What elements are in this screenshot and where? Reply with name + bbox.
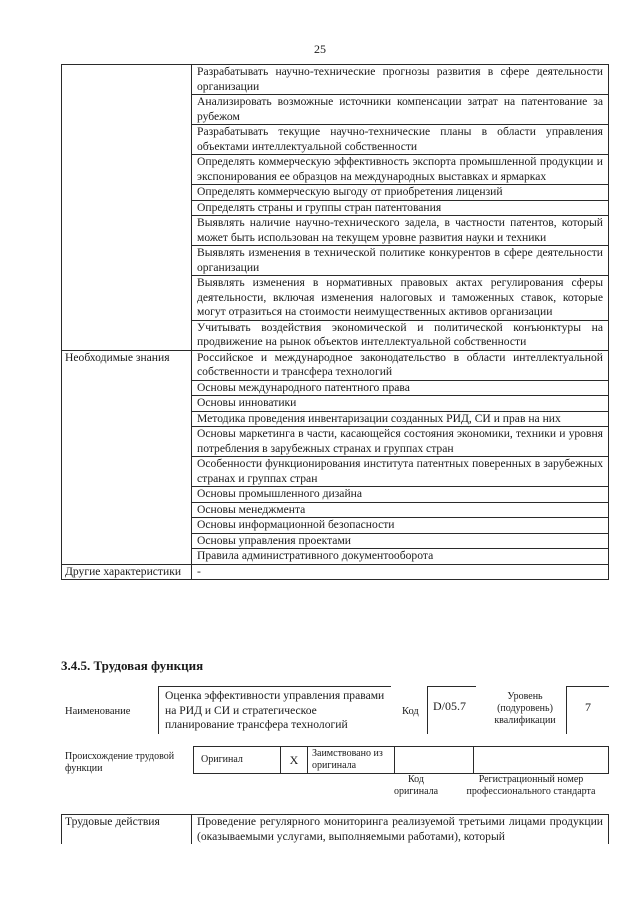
section-title: 3.4.5. Трудовая функция <box>61 658 204 673</box>
borrowed-label-cell: Заимствовано из оригинала <box>308 747 395 774</box>
actions-label: Трудовые действия <box>62 815 192 845</box>
knowledge-text: Правила административного документооборота <box>192 549 609 565</box>
other-value: - <box>192 564 609 580</box>
name-label: Наименование <box>65 706 131 717</box>
reg-number-cell <box>474 747 609 774</box>
function-name-box: Оценка эффективности управления правами на РИД и СИ и стратегическое планирование трансфера технологий <box>158 686 391 734</box>
skill-text: Выявлять наличие научно-технического задела, в частности патентов, который может быть использован на текущем уровне развития науки и техники <box>192 216 609 246</box>
reg-number-label: Регистрационный номер профессионального стандарта <box>466 774 596 797</box>
knowledge-label: Необходимые знания <box>62 350 192 564</box>
knowledge-text: Основы промышленного дизайна <box>192 487 609 503</box>
skill-text: Учитывать воздействия экономической и политической конъюнктуры на продвижение на рынок объектов интеллектуальной собственности <box>192 320 609 350</box>
skill-text: Выявлять изменения в технической политике конкурентов в сфере деятельности организации <box>192 246 609 276</box>
actions-table <box>61 814 609 844</box>
original-label-cell: Оригинал <box>194 747 281 774</box>
original-mark-cell: X <box>281 747 308 774</box>
skills-label-cell <box>62 65 192 351</box>
skill-text: Определять коммерческую эффективность экспорта промышленной продукции и экспонирования ее образцов на международных выставках и ярмарках <box>192 155 609 185</box>
page-number: 25 <box>314 42 326 56</box>
knowledge-text: Основы управления проектами <box>192 533 609 549</box>
qualification-level-label: Уровень (подуровень) квалификации <box>494 691 556 726</box>
knowledge-text: Основы информационной безопасности <box>192 518 609 534</box>
function-code-box: D/05.7 <box>427 686 476 734</box>
knowledge-text: Особенности функционирования института патентных поверенных в зарубежных странах и группах стран <box>192 457 609 487</box>
skill-text: Разрабатывать текущие научно-технические планы в области управления объектами интеллектуальной собственности <box>192 125 609 155</box>
knowledge-text: Основы международного патентного права <box>192 380 609 396</box>
skill-text: Определять коммерческую выгоду от приобретения лицензий <box>192 185 609 201</box>
knowledge-text: Основы инноватики <box>192 396 609 412</box>
knowledge-text: Основы менеджмента <box>192 502 609 518</box>
code-origin-label: Код оригинала <box>393 774 439 797</box>
origin-table <box>193 746 609 774</box>
skill-text: Определять страны и группы стран патентования <box>192 200 609 216</box>
actions-first-row: Проведение регулярного мониторинга реализуемой третьими лицами продукции (оказываемыми услугами, выполняемыми работами), который <box>192 815 609 845</box>
knowledge-text: Основы маркетинга в части, касающейся состояния экономики, техники и уровня потребления в зарубежных странах и группах стран <box>192 427 609 457</box>
code-label: Код <box>402 706 419 717</box>
knowledge-row <box>62 350 609 380</box>
knowledge-text: Российское и международное законодательство в области интеллектуальной собственности и трансфера технологий <box>192 350 609 380</box>
origin-label: Происхождение трудовой функции <box>65 751 175 774</box>
skill-text: Выявлять изменения в нормативных правовых актах регулирования сферы деятельности, включая изменения налоговых и таможенных ставок, которые могут отразиться на стоимости неимущественных активов организации <box>192 276 609 321</box>
other-row <box>62 564 609 580</box>
skill-row <box>62 65 609 95</box>
code-origin-cell <box>395 747 474 774</box>
competency-table-body <box>62 65 609 580</box>
knowledge-text: Методика проведения инвентаризации созданных РИД, СИ и прав на них <box>192 411 609 427</box>
skill-text: Анализировать возможные источники компенсации затрат на патентование за рубежом <box>192 95 609 125</box>
competency-table <box>61 64 609 580</box>
other-label: Другие характеристики <box>62 564 192 580</box>
qualification-level-box: 7 <box>566 686 609 734</box>
skill-text: Разрабатывать научно-технические прогнозы развития в сфере деятельности организации <box>192 65 609 95</box>
